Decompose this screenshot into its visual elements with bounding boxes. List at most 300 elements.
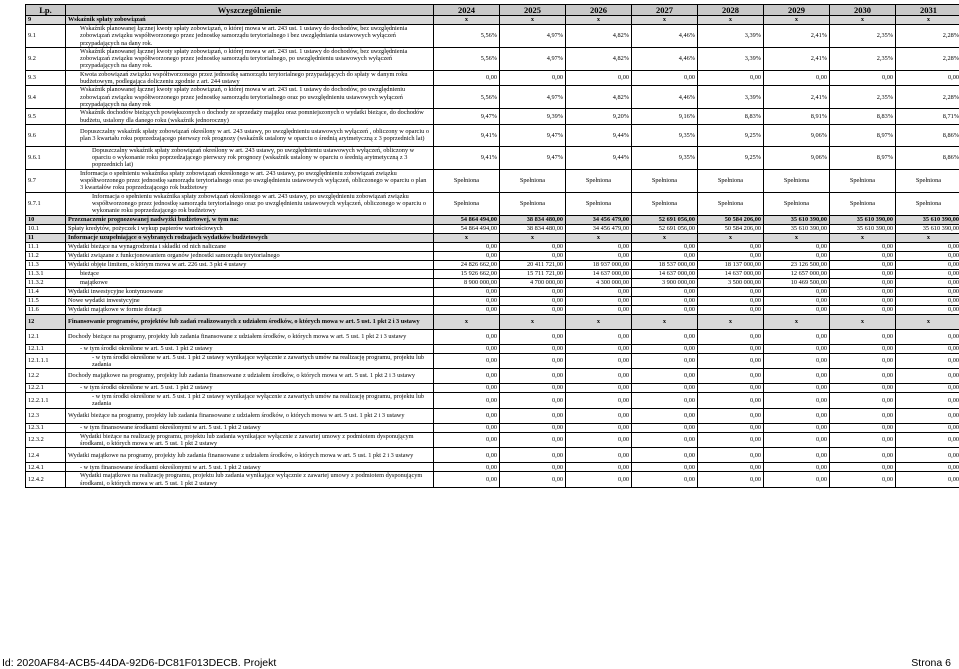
table-row <box>26 224 959 233</box>
row-description: Wydatki inwestycyjne kontynuowane <box>66 287 434 296</box>
row-value: 2,41% <box>764 86 830 109</box>
row-value: 0,00 <box>698 296 764 305</box>
wpf-table <box>25 4 959 488</box>
table-row <box>26 215 959 224</box>
row-lp: 9 <box>26 16 66 25</box>
row-value: 4,46% <box>632 47 698 70</box>
row-value: 0,00 <box>500 423 566 432</box>
row-value: 0,00 <box>698 423 764 432</box>
row-value: 0,00 <box>896 251 959 260</box>
row-value: 0,00 <box>566 393 632 409</box>
row-value: 0,00 <box>896 408 959 423</box>
row-lp: 11 <box>26 233 66 242</box>
row-description: Dochody bieżące na programy, projekty lub zadania finansowane z udziałem środków, o których mowa w art. 5 ust. 1 pkt 2 i 3 ustawy <box>66 329 434 344</box>
row-value: 0,00 <box>566 344 632 353</box>
row-value: 0,00 <box>830 472 896 488</box>
header-lp: Lp. <box>26 5 66 16</box>
row-value: 3 900 000,00 <box>632 278 698 287</box>
row-value: x <box>632 314 698 329</box>
row-value: 4,97% <box>500 47 566 70</box>
row-value: 52 691 056,00 <box>632 215 698 224</box>
row-value: 0,00 <box>896 448 959 463</box>
table-row <box>26 329 959 344</box>
row-value: 4,82% <box>566 86 632 109</box>
table-row <box>26 296 959 305</box>
row-value: 0,00 <box>830 384 896 393</box>
row-description: Informacja o spełnieniu wskaźnika spłaty zobowiązań określonego w art. 243 ustawy, po uwzględnieniu zobowiązań związku współtworzonego przez jednostkę samorządu terytorialnego oraz po uwzględnieniu ustawowych wyłączeń, obliczonego w oparciu o wykonanie roku poprzedzającego rok budżetowy <box>66 192 434 215</box>
row-value: 0,00 <box>830 432 896 448</box>
row-value: 4,97% <box>500 25 566 48</box>
header-year: 2024 <box>434 5 500 16</box>
table-row <box>26 109 959 125</box>
row-value: 0,00 <box>698 393 764 409</box>
table-row <box>26 314 959 329</box>
row-lp: 11.5 <box>26 296 66 305</box>
row-description: - w tym finansowane środkami określonymi w art. 5 ust. 1 pkt 2 ustawy <box>66 463 434 472</box>
row-value: 0,00 <box>566 448 632 463</box>
row-value: 9,41% <box>434 124 500 146</box>
row-value: 4 700 000,00 <box>500 278 566 287</box>
header-description: Wyszczególnienie <box>66 5 434 16</box>
row-value: 50 584 206,00 <box>698 224 764 233</box>
row-value: 0,00 <box>764 393 830 409</box>
row-value: 0,00 <box>632 448 698 463</box>
row-description: Spłaty kredytów, pożyczek i wykup papierów wartościowych <box>66 224 434 233</box>
row-value: 0,00 <box>764 70 830 86</box>
row-value: 0,00 <box>632 463 698 472</box>
row-description: Wydatki majątkowe na realizację programu, projektu lub zadania wynikające wyłącznie z zawartej umowy z podmiotem dysponującym środkami, o których mowa w art. 5 ust. 1 pkt 2 ustawy <box>66 472 434 488</box>
row-value: 0,00 <box>896 329 959 344</box>
row-value: 8,86% <box>896 124 959 146</box>
row-value: 0,00 <box>632 432 698 448</box>
row-value: 0,00 <box>500 448 566 463</box>
table-row <box>26 287 959 296</box>
row-value: 0,00 <box>566 251 632 260</box>
row-value: x <box>434 233 500 242</box>
row-description: - w tym środki określone w art. 5 ust. 1 pkt 2 ustawy wynikające wyłącznie z zawartych umów na realizację programu, projektu lub zadania <box>66 393 434 409</box>
row-value: 0,00 <box>434 408 500 423</box>
row-value: 0,00 <box>434 305 500 314</box>
row-description: Wydatki majątkowe w formie dotacji <box>66 305 434 314</box>
row-value: 2,41% <box>764 47 830 70</box>
row-value: 2,41% <box>764 25 830 48</box>
row-lp: 12.4 <box>26 448 66 463</box>
table-row <box>26 423 959 432</box>
row-value: 5,56% <box>434 86 500 109</box>
table-row <box>26 393 959 409</box>
row-value: Spełniona <box>434 192 500 215</box>
row-value: x <box>830 16 896 25</box>
row-value: 0,00 <box>830 353 896 369</box>
row-description: Dopuszczalny wskaźnik spłaty zobowiązań określony w art. 243 ustawy, po uwzględnieniu ustawowych wyłączeń , obliczony w oparciu o plan 3 kwartału roku poprzedzającego pierwszy rok prognozy (wskaźnik ustalony w oparciu o średnią arytmetyczną z 3 poprzednich lat) <box>66 124 434 146</box>
row-value: 0,00 <box>434 472 500 488</box>
row-value: 0,00 <box>434 384 500 393</box>
row-value: 0,00 <box>830 296 896 305</box>
row-lp: 11.4 <box>26 287 66 296</box>
row-value: 5,56% <box>434 25 500 48</box>
row-value: 0,00 <box>500 329 566 344</box>
row-value: 0,00 <box>632 369 698 384</box>
row-value: 8,83% <box>830 109 896 125</box>
row-value: 0,00 <box>830 70 896 86</box>
row-value: 0,00 <box>434 448 500 463</box>
row-lp: 12 <box>26 314 66 329</box>
row-value: 8,91% <box>764 109 830 125</box>
row-lp: 9.5 <box>26 109 66 125</box>
row-value: 15 711 721,00 <box>500 269 566 278</box>
page-number: Strona 6 <box>911 657 951 669</box>
row-lp: 12.3.2 <box>26 432 66 448</box>
row-lp: 12.4.1 <box>26 463 66 472</box>
row-description: Wydatki bieżące na programy, projekty lub zadania finansowane z udziałem środków, o których mowa w art. 5 ust. 1 pkt 2 i 3 ustawy <box>66 408 434 423</box>
table-body <box>26 16 959 488</box>
row-value: 0,00 <box>632 70 698 86</box>
row-value: 0,00 <box>830 408 896 423</box>
row-value: 0,00 <box>632 353 698 369</box>
table-row <box>26 344 959 353</box>
row-value: 0,00 <box>764 305 830 314</box>
table-row <box>26 233 959 242</box>
row-value: 35 610 390,00 <box>764 224 830 233</box>
row-value: 35 610 390,00 <box>896 215 959 224</box>
row-value: 50 584 206,00 <box>698 215 764 224</box>
row-value: 0,00 <box>764 408 830 423</box>
row-value: 9,39% <box>500 109 566 125</box>
row-value: 0,00 <box>500 384 566 393</box>
row-description: Kwota zobowiązań związku współtworzonego przez jednostkę samorządu terytorialnego przypadających do spłaty w danym roku budżetowym, podlegająca doliczeniu zgodnie z art. 244 ustawy <box>66 70 434 86</box>
row-lp: 9.2 <box>26 47 66 70</box>
table-row <box>26 353 959 369</box>
row-value: 0,00 <box>566 329 632 344</box>
row-value: Spełniona <box>566 169 632 192</box>
row-value: 8,97% <box>830 146 896 169</box>
table-row <box>26 70 959 86</box>
row-value: Spełniona <box>896 192 959 215</box>
row-value: 0,00 <box>566 432 632 448</box>
row-value: 0,00 <box>698 463 764 472</box>
row-value: 0,00 <box>830 251 896 260</box>
row-value: 0,00 <box>830 287 896 296</box>
row-value: x <box>896 314 959 329</box>
row-value: 3 500 000,00 <box>698 278 764 287</box>
table-row <box>26 124 959 146</box>
row-value: 2,35% <box>830 47 896 70</box>
row-description: Informacja o spełnieniu wskaźnika spłaty zobowiązań określonego w art. 243 ustawy, po uwzględnieniu zobowiązań związku współtworzonego przez jednostkę samorządu terytorialnego oraz po uwzględnieniu ustawowych wyłączeń, obliczonego w oparciu o plan 3 kwartałów roku poprzedzającego rok budżetowy <box>66 169 434 192</box>
row-value: 0,00 <box>500 296 566 305</box>
row-value: 9,35% <box>632 124 698 146</box>
row-lp: 12.3.1 <box>26 423 66 432</box>
row-value: 0,00 <box>632 329 698 344</box>
row-description: Wskaźnik dochodów bieżących powiększonych o dochody ze sprzedaży majątku oraz pomniejszonych o wydatki bieżące, do dochodów budżetu, ustalony dla danego roku (wskaźnik jednoroczny) <box>66 109 434 125</box>
row-value: 0,00 <box>896 278 959 287</box>
row-value: 18 937 000,00 <box>566 260 632 269</box>
row-value: 0,00 <box>764 287 830 296</box>
row-lp: 9.3 <box>26 70 66 86</box>
row-value: 3,39% <box>698 86 764 109</box>
row-value: 0,00 <box>500 353 566 369</box>
row-value: x <box>566 16 632 25</box>
document-id: Id: 2020AF84-ACB5-44DA-92D6-DC81F013DECB. Projekt <box>2 657 277 669</box>
header-year: 2027 <box>632 5 698 16</box>
row-value: x <box>566 233 632 242</box>
row-value: 34 456 479,00 <box>566 215 632 224</box>
row-value: 8 900 000,00 <box>434 278 500 287</box>
row-value: 10 469 500,00 <box>764 278 830 287</box>
table-row <box>26 169 959 192</box>
row-lp: 9.7.1 <box>26 192 66 215</box>
row-lp: 11.1 <box>26 242 66 251</box>
row-value: 0,00 <box>434 432 500 448</box>
row-description: Wydatki bieżące na realizację programu, projektu lub zadania wynikające wyłącznie z zawartej umowy z podmiotem dysponującym środkami, o których mowa w art. 5 ust. 1 pkt 2 ustawy <box>66 432 434 448</box>
table-row <box>26 448 959 463</box>
row-value: 38 834 480,00 <box>500 215 566 224</box>
table-row <box>26 384 959 393</box>
row-lp: 9.6 <box>26 124 66 146</box>
row-description: Wydatki objęte limitem, o którym mowa w art. 226 ust. 3 pkt 4 ustawy <box>66 260 434 269</box>
row-value: 8,83% <box>698 109 764 125</box>
row-value: 0,00 <box>764 472 830 488</box>
row-value: Spełniona <box>698 169 764 192</box>
row-description: Wskaźnik planowanej łącznej kwoty spłaty zobowiązań, o której mowa w art. 243 ust. 1 ustawy do dochodów, bez uwzględnienia zobowiązań związku współtworzonego przez jednostkę samorządu terytorialnego, po uwzględnieniu ustawowych wyłączeń przypadających na dany rok. <box>66 47 434 70</box>
row-value: 0,00 <box>896 287 959 296</box>
row-value: 0,00 <box>434 296 500 305</box>
row-value: 0,00 <box>764 251 830 260</box>
row-value: 0,00 <box>698 432 764 448</box>
row-value: 0,00 <box>566 463 632 472</box>
row-value: 0,00 <box>566 408 632 423</box>
table-row <box>26 146 959 169</box>
row-value: 35 610 390,00 <box>764 215 830 224</box>
row-value: 0,00 <box>698 472 764 488</box>
row-value: 0,00 <box>566 472 632 488</box>
row-value: 0,00 <box>566 423 632 432</box>
row-value: 0,00 <box>566 353 632 369</box>
row-value: 4,82% <box>566 25 632 48</box>
row-value: x <box>500 16 566 25</box>
row-value: 9,44% <box>566 146 632 169</box>
row-value: x <box>764 314 830 329</box>
row-lp: 11.6 <box>26 305 66 314</box>
row-description: Wydatki bieżące na wynagrodzenia i składki od nich naliczane <box>66 242 434 251</box>
row-lp: 12.3 <box>26 408 66 423</box>
row-value: Spełniona <box>500 169 566 192</box>
row-value: 0,00 <box>830 369 896 384</box>
row-value: 0,00 <box>764 384 830 393</box>
row-value: x <box>830 314 896 329</box>
row-value: 0,00 <box>566 70 632 86</box>
table-row <box>26 278 959 287</box>
row-value: 9,25% <box>698 124 764 146</box>
row-value: x <box>698 233 764 242</box>
row-value: 0,00 <box>500 408 566 423</box>
row-value: 0,00 <box>698 242 764 251</box>
row-value: 0,00 <box>434 242 500 251</box>
row-value: 0,00 <box>764 448 830 463</box>
row-lp: 12.4.2 <box>26 472 66 488</box>
row-value: 0,00 <box>764 242 830 251</box>
row-value: 0,00 <box>896 384 959 393</box>
table-row <box>26 269 959 278</box>
row-value: 0,00 <box>434 463 500 472</box>
row-value: 0,00 <box>764 329 830 344</box>
row-value: 0,00 <box>698 353 764 369</box>
row-value: 8,71% <box>896 109 959 125</box>
row-lp: 11.3.1 <box>26 269 66 278</box>
row-value: 0,00 <box>896 369 959 384</box>
row-value: 0,00 <box>500 251 566 260</box>
row-value: Spełniona <box>566 192 632 215</box>
row-value: x <box>632 233 698 242</box>
table-row <box>26 251 959 260</box>
row-value: 0,00 <box>896 393 959 409</box>
row-value: 20 411 721,00 <box>500 260 566 269</box>
row-lp: 12.2.1 <box>26 384 66 393</box>
row-value: 12 657 000,00 <box>764 269 830 278</box>
row-value: 35 610 390,00 <box>830 224 896 233</box>
row-value: 0,00 <box>698 70 764 86</box>
row-value: 0,00 <box>764 423 830 432</box>
header-year: 2031 <box>896 5 959 16</box>
row-value: x <box>434 16 500 25</box>
row-value: x <box>566 314 632 329</box>
row-value: 0,00 <box>434 287 500 296</box>
row-value: Spełniona <box>764 192 830 215</box>
row-description: - w tym finansowane środkami określonymi w art. 5 ust. 1 pkt 2 ustawy <box>66 423 434 432</box>
row-value: 4,46% <box>632 86 698 109</box>
row-value: 0,00 <box>698 251 764 260</box>
row-value: 0,00 <box>698 448 764 463</box>
row-value: 0,00 <box>632 423 698 432</box>
row-lp: 11.2 <box>26 251 66 260</box>
row-value: 9,20% <box>566 109 632 125</box>
row-value: 4,97% <box>500 86 566 109</box>
row-value: x <box>434 314 500 329</box>
row-value: 0,00 <box>698 408 764 423</box>
row-value: 0,00 <box>830 242 896 251</box>
row-value: 5,56% <box>434 47 500 70</box>
header-year: 2029 <box>764 5 830 16</box>
row-value: 15 926 662,00 <box>434 269 500 278</box>
row-value: 14 637 000,00 <box>566 269 632 278</box>
row-value: 0,00 <box>830 448 896 463</box>
row-value: 9,47% <box>434 109 500 125</box>
row-value: 0,00 <box>830 463 896 472</box>
row-value: 0,00 <box>632 408 698 423</box>
row-value: 54 864 494,00 <box>434 224 500 233</box>
row-value: 9,41% <box>434 146 500 169</box>
row-value: Spełniona <box>896 169 959 192</box>
row-value: 0,00 <box>698 305 764 314</box>
row-description: Dopuszczalny wskaźnik spłaty zobowiązań określony w art. 243 ustawy, po uwzględnieniu ustawowych wyłączeń, obliczony w oparciu o wykonanie roku poprzedzającego pierwszy rok prognozy (wskaźnik ustalony w oparciu o średnią arytmetyczną z 3 poprzednich lat) <box>66 146 434 169</box>
row-value: 9,35% <box>632 146 698 169</box>
row-value: 0,00 <box>698 344 764 353</box>
table-row <box>26 16 959 25</box>
header-year: 2025 <box>500 5 566 16</box>
row-value: 0,00 <box>566 305 632 314</box>
row-value: 4 300 000,00 <box>566 278 632 287</box>
row-lp: 12.2 <box>26 369 66 384</box>
row-value: Spełniona <box>500 192 566 215</box>
row-value: 0,00 <box>764 369 830 384</box>
row-value: 0,00 <box>896 423 959 432</box>
row-value: 4,46% <box>632 25 698 48</box>
table-row <box>26 86 959 109</box>
row-value: 0,00 <box>500 432 566 448</box>
row-value: 0,00 <box>566 242 632 251</box>
row-value: 38 834 480,00 <box>500 224 566 233</box>
row-lp: 12.1.1.1 <box>26 353 66 369</box>
table-row <box>26 463 959 472</box>
row-value: x <box>500 314 566 329</box>
row-value: 2,35% <box>830 25 896 48</box>
row-value: Spełniona <box>434 169 500 192</box>
table-row <box>26 408 959 423</box>
row-value: 0,00 <box>764 296 830 305</box>
row-value: 0,00 <box>566 384 632 393</box>
row-value: x <box>764 233 830 242</box>
row-value: x <box>764 16 830 25</box>
row-lp: 9.4 <box>26 86 66 109</box>
row-value: x <box>632 16 698 25</box>
row-value: 0,00 <box>830 260 896 269</box>
row-lp: 9.7 <box>26 169 66 192</box>
row-value: 0,00 <box>632 393 698 409</box>
row-lp: 11.3.2 <box>26 278 66 287</box>
table-row <box>26 25 959 48</box>
row-value: Spełniona <box>830 192 896 215</box>
row-value: 0,00 <box>764 344 830 353</box>
row-description: Informacje uzupełniające o wybranych rodzajach wydatków budżetowych <box>66 233 434 242</box>
row-value: 0,00 <box>896 472 959 488</box>
row-value: 2,28% <box>896 47 959 70</box>
row-value: 0,00 <box>434 393 500 409</box>
row-description: majątkowe <box>66 278 434 287</box>
row-value: x <box>698 16 764 25</box>
row-value: 0,00 <box>566 287 632 296</box>
header-year: 2028 <box>698 5 764 16</box>
row-description: Przeznaczenie prognozowanej nadwyżki budżetowej, w tym na: <box>66 215 434 224</box>
row-value: x <box>896 16 959 25</box>
row-value: 14 637 000,00 <box>632 269 698 278</box>
row-value: 0,00 <box>500 242 566 251</box>
table-row <box>26 369 959 384</box>
row-value: 14 637 000,00 <box>698 269 764 278</box>
header-year: 2030 <box>830 5 896 16</box>
row-value: 0,00 <box>434 423 500 432</box>
row-value: 0,00 <box>830 329 896 344</box>
row-value: 0,00 <box>896 305 959 314</box>
row-description: Dochody majątkowe na programy, projekty lub zadania finansowane z udziałem środków, o których mowa w art. 5 ust. 1 pkt 2 i 3 ustawy <box>66 369 434 384</box>
row-value: 0,00 <box>830 305 896 314</box>
table-row <box>26 260 959 269</box>
row-value: 9,16% <box>632 109 698 125</box>
row-value: 0,00 <box>896 353 959 369</box>
row-value: 0,00 <box>632 242 698 251</box>
row-value: 0,00 <box>434 369 500 384</box>
table-row <box>26 47 959 70</box>
row-value: 0,00 <box>632 472 698 488</box>
row-value: 0,00 <box>896 269 959 278</box>
row-value: 0,00 <box>830 393 896 409</box>
row-description: Wydatki związane z funkcjonowaniem organów jednostki samorządu terytorialnego <box>66 251 434 260</box>
row-value: 0,00 <box>632 344 698 353</box>
row-value: x <box>500 233 566 242</box>
row-value: 0,00 <box>434 329 500 344</box>
row-description: Wskaźnik spłaty zobowiązań <box>66 16 434 25</box>
row-value: 35 610 390,00 <box>896 224 959 233</box>
row-value: 0,00 <box>896 432 959 448</box>
row-description: Wskaźnik planowanej łącznej kwoty spłaty zobowiązań, o której mowa w art. 243 ust. 1 ustawy do dochodów, po uwzględnieniu zobowiązań związku współtworzonego przez jednostkę samorządu terytorialnego oraz po uwzględnieniu ustawowych wyłączeń przypadających na dany rok <box>66 86 434 109</box>
